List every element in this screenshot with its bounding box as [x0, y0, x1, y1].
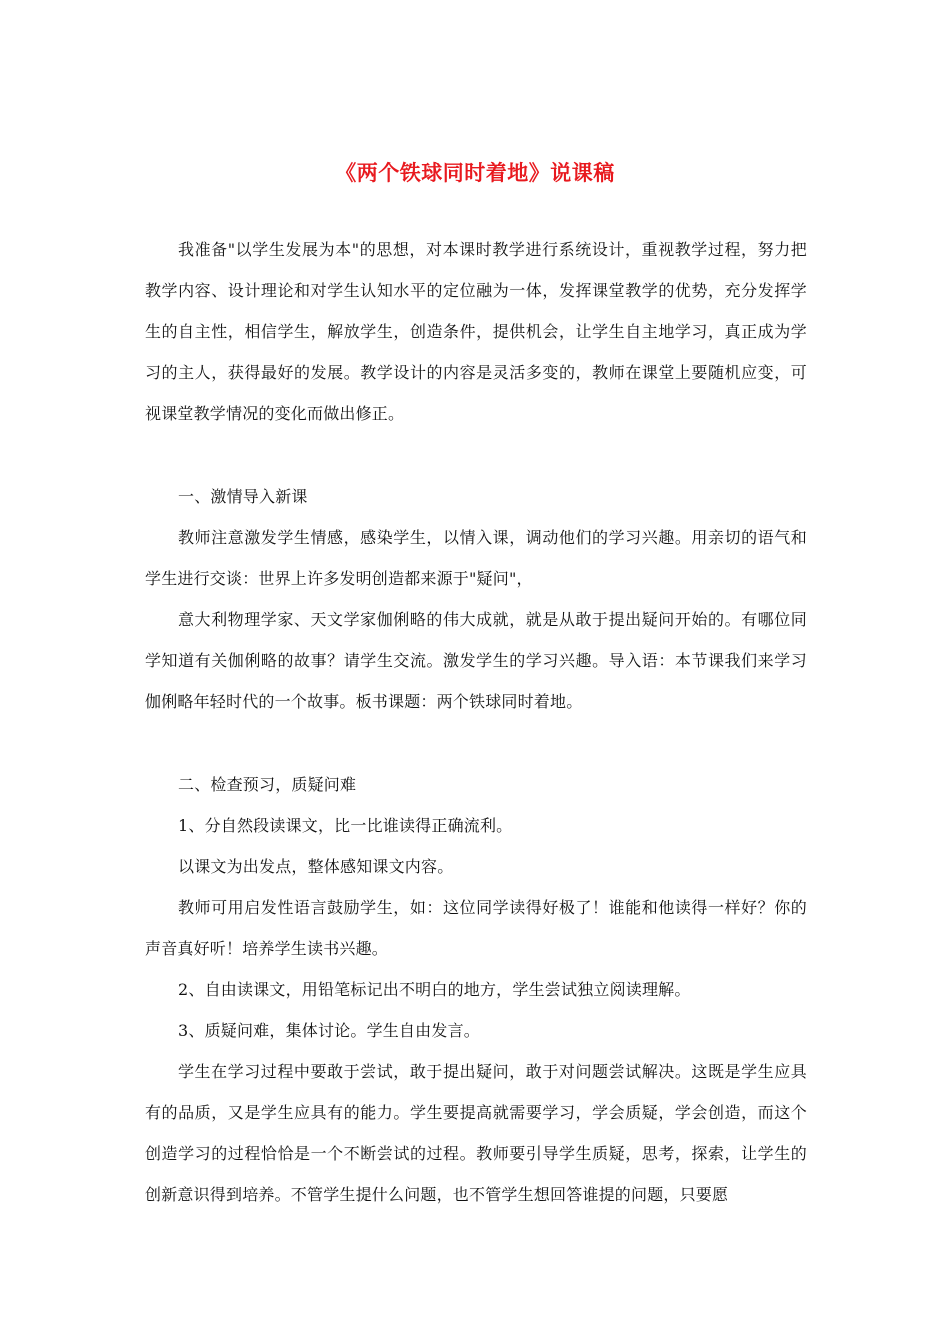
list-item: 1、分自然段读课文，比一比谁读得正确流利。 [178, 816, 513, 835]
intro-paragraph: 我准备"以学生发展为本"的思想，对本课时教学进行系统设计，重视教学过程，努力把教学内容、设计理论和对学生认知水平的定位融为一体，发挥课堂教学的优势，充分发挥学生的自主性，相信学生，解放学生，创造条件，提供机会，让学生自主地学习，真正成为学习的主人，获得最好的发展。教学设计的内容是灵活多变的，教师在课堂上要随机应变，可视课堂教学情况的变化而做出修正。 [145, 240, 807, 423]
paragraph: 教师可用启发性语言鼓励学生，如：这位同学读得好极了！谁能和他读得一样好？你的声音真好听！培养学生读书兴趣。 [145, 898, 807, 958]
document-title: 《两个铁球同时着地》说课稿 [335, 161, 615, 185]
section-heading-1: 一、激情导入新课 [178, 487, 308, 506]
section-heading-2: 二、检查预习，质疑问难 [178, 775, 357, 794]
list-item: 2、自由读课文，用铅笔标记出不明白的地方，学生尝试独立阅读理解。 [178, 980, 691, 999]
paragraph: 意大利物理学家、天文学家伽俐略的伟大成就，就是从敢于提出疑问开始的。有哪位同学知道有关伽俐略的故事？请学生交流。激发学生的学习兴趣。导入语：本节课我们来学习伽俐略年轻时代的一个故事。板书课题：两个铁球同时着地。 [145, 610, 807, 711]
paragraph: 教师注意激发学生情感，感染学生，以情入课，调动他们的学习兴趣。用亲切的语气和学生进行交谈：世界上许多发明创造都来源于"疑问"， [145, 528, 807, 588]
paragraph: 学生在学习过程中要敢于尝试，敢于提出疑问，敢于对问题尝试解决。这既是学生应具有的品质，又是学生应具有的能力。学生要提高就需要学习，学会质疑，学会创造，而这个创造学习的过程恰恰是一个不断尝试的过程。教师要引导学生质疑，思考，探索，让学生的创新意识得到培养。不管学生提什么问题，也不管学生想回答谁提的问题，只要愿 [145, 1062, 807, 1204]
list-item: 3、质疑问难，集体讨论。学生自由发言。 [178, 1021, 480, 1040]
paragraph: 以课文为出发点，整体感知课文内容。 [178, 857, 454, 876]
